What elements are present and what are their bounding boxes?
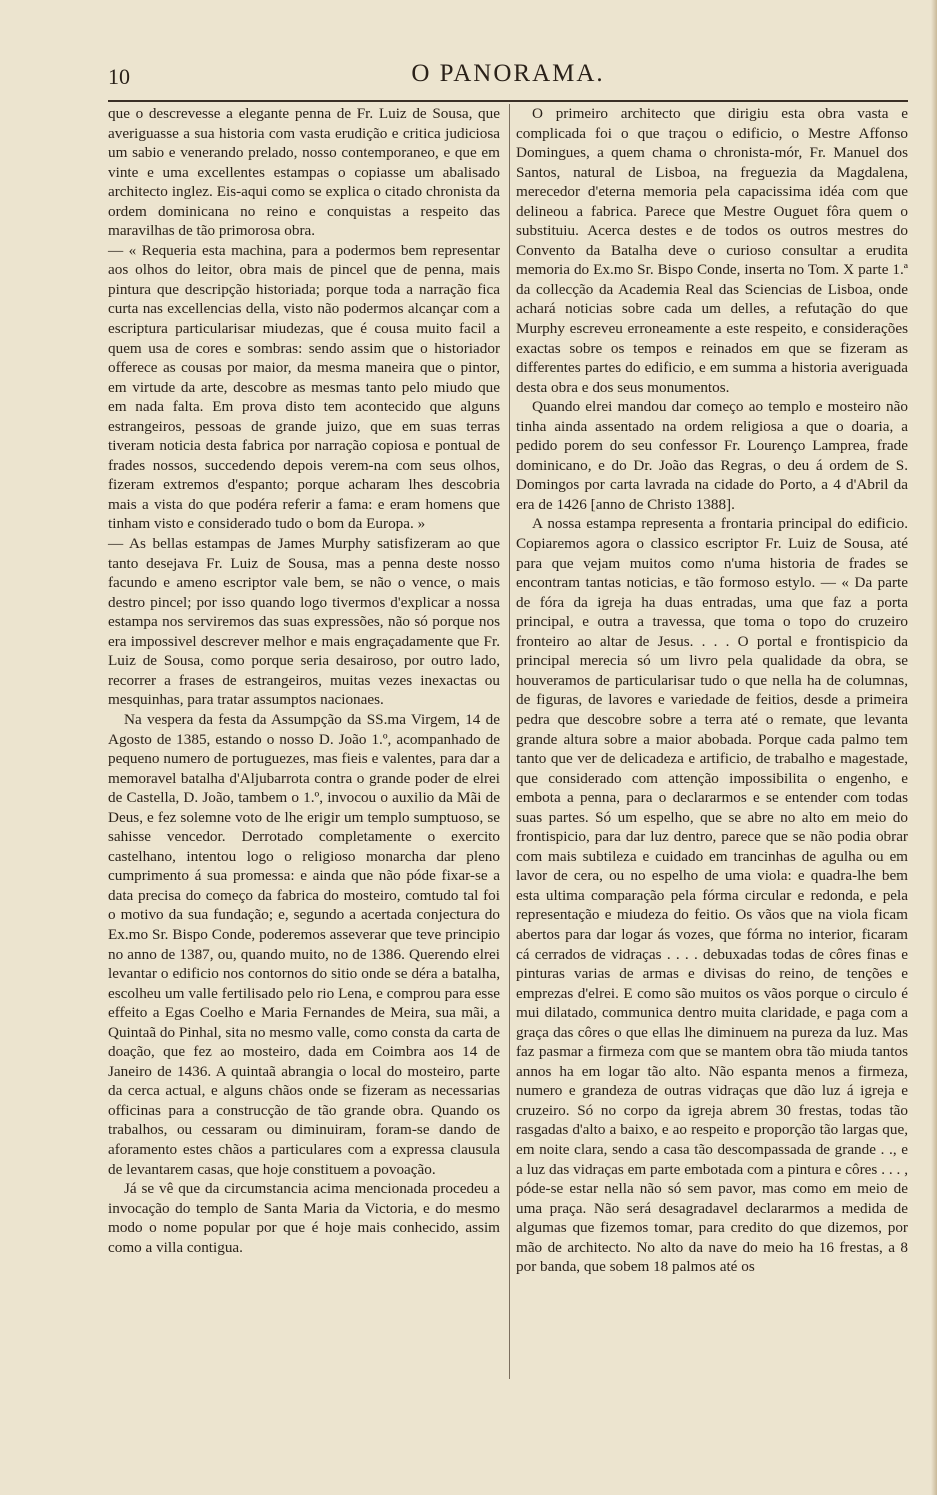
- page-header: [108, 60, 908, 100]
- paragraph: — « Requeria esta machina, para a podermos bem representar aos olhos do leitor, obra mais de pincel que de penna, mais pintura que descripção historiada; porque toda a narração fica curta nas excellencias della, visto não podermos alcançar com a escriptura particularisar miudezas, que é cousa muito facil a quem usa de cores e sombras: sendo assim que o historiador offerece as cousas por maior, da mesma maneira que o pintor, em virtude da arte, descobre as mesmas tanto pelo miudo que em nada falta. Em prova disto tem acontecido que alguns estrangeiros, pessoas de grande juizo, que em suas terras tiveram noticia desta fabrica por narração copiosa e pontual de frades nossos, succedendo depois verem-na com seus olhos, fizeram extremos d'espanto; porque acharam lhes descobria mais a vista do que podéra referir a fama: e eram homens que tinham visto e considerado tudo o bom da Europa. »: [108, 241, 500, 533]
- paragraph: — As bellas estampas de James Murphy satisfizeram ao que tanto desejava Fr. Luiz de Sousa, mas a penna deste nosso facundo e ameno escriptor vale bem, se não o vence, o mais destro pincel; por isso quando logo tivermos d'explicar a nossa estampa nos serviremos das suas expressões, não só porque nos era impossivel descrever melhor e mais engraçadamente que Fr. Luiz de Sousa, como porque seria desairoso, por outro lado, recorrer a frases de estrangeiros, muitas vezes inexactas ou mesquinhas, para tratar assumptos nacionaes.: [108, 535, 500, 709]
- column-divider: [509, 104, 510, 1379]
- paragraph: Quando elrei mandou dar começo ao templo e mosteiro não tinha ainda assentado na ordem religiosa a que o doaria, a pedido porem do seu confessor Fr. Lourenço Lamprea, frade dominicano, e do Dr. João das Regras, o deu á ordem de S. Domingos por carta lavrada na cidade do Porto, a 4 d'Abril da era de 1426 [anno de Christo 1388].: [516, 398, 908, 513]
- paragraph: Já se vê que da circumstancia acima mencionada procedeu a invocação do templo de Santa Maria da Victoria, e do mesmo modo o nome popular por que é hoje mais conhecido, assim como a villa contigua.: [108, 1180, 500, 1256]
- right-column: [516, 104, 908, 1277]
- paragraph: que o descrevesse a elegante penna de Fr. Luiz de Sousa, que averiguasse a sua historia com vasta erudição e critica judiciosa um sabio e venerando prelado, nosso contemporaneo, e que em vinte e uma excellentes estampas o copiasse um abalisado architecto inglez. Eis-aqui como se explica o citado chronista da ordem dominicana no reino e conquistas a respeito das maravilhas de tão primorosa obra.: [108, 105, 500, 240]
- header-rule: [108, 100, 908, 102]
- page-number: 10: [108, 64, 130, 89]
- left-column: [108, 104, 500, 1257]
- paragraph: Na vespera da festa da Assumpção da SS.ma Virgem, 14 de Agosto de 1385, estando o nosso D. João 1.º, acompanhado de pequeno numero de portuguezes, mas fieis e valentes, para dar a memoravel batalha d'Aljubarrota contra o grande poder de elrei de Castella, D. João, tambem o 1.º, invocou o auxilio da Mãi de Deus, e fez solemne voto de lhe erigir um templo sumptuoso, se sahisse vencedor. Derrotado completamente o exercito castelhano, intentou logo o religioso monarcha dar pleno cumprimento á sua promessa: e ainda que não póde fixar-se a data precisa do começo da fabrica do mosteiro, comtudo tal foi o motivo da sua fundação; e, segundo a acertada conjectura do Ex.mo Sr. Bispo Conde, poderemos asseverar que teve principio no anno de 1387, ou, quando muito, no de 1386. Querendo elrei levantar o edificio nos contornos do sitio onde se déra a batalha, escolheu um valle fertilisado pelo rio Lena, e comprou para esse effeito a Egas Coelho e Maria Fernandes de Meira, sua mãi, a Quintaã do Pinhal, sita no mesmo valle, como consta da carta de doação, que fez ao mosteiro, dada em Coimbra aos 14 de Janeiro de 1436. A quintaã abrangia o local do mosteiro, parte da cerca actual, e alguns chãos onde se fizeram as necessarias officinas para a construcção de tão grande obra. Quando os trabalhos, ou cessaram ou diminuiram, foram-se dando de aforamento estes chãos a particulares com a expressa clausula de levantarem casas, que hoje constituem a povoação.: [108, 710, 500, 1178]
- page-title: O PANORAMA.: [411, 60, 605, 87]
- page-edge: [931, 0, 937, 1495]
- paragraph: A nossa estampa representa a frontaria principal do edificio. Copiaremos agora o classico escriptor Fr. Luiz de Sousa, até para que vejam muitos como n'uma historia de frades se encontram tantas noticias, e tão formoso estylo. — « Da parte de fóra da igreja ha duas entradas, uma que faz a porta principal, e outra a travessa, que toma o topo do cruzeiro fronteiro ao altar de Jesus. . . . O portal e frontispicio da principal merecia só um livro pela qualidade da obra, se houveramos de particularisar tudo o que nella ha de columnas, de figuras, de lavores e variedade de feitios, desde a primeira pedra que descobre sobre a terra até o remate, que levanta grande altura sobre a maior abobada. Porque cada palmo tem tanto que ver de delicadeza e artificio, de trabalho e magestade, que considerado com attenção impossibilita o engenho, e embota a penna, para o declararmos e se entender com todas suas partes. Só um espelho, que se abre no alto em meio do frontispicio, para dar luz dentro, parece que se não podia obrar com mais subtileza e cuidado em trancinhas de agulha ou em lavor de cera, ou no espelho de uma viola: e quadra-lhe bem esta ultima comparação pela fórma circular e redonda, e pela representação e miudeza do feitio. Os vãos que na viola ficam abertos para dar logar ás vozes, que fórma no interior, ficaram cá cerrados de vidraças . . . . debuxadas todas de côres finas e pinturas varias de armas e divisas do reino, de tenções e emprezas d'elrei. E como são muitos os vãos porque o circulo é mui dilatado, communica dentro muita claridade, e paga com a graça das côres o que ellas lhe diminuem na pureza da luz. Mas faz pasmar a firmeza com que se mantem obra tão miuda tantos annos ha em logar tão alto. Não espanta menos a firmeza, numero e grandeza de outras vidraças que dão luz á igreja e cruzeiro. Só no corpo da igreja abrem 30 frestas, todas tão rasgadas d'alto a baixo, e ao respeito e proporção tão largas que, em noite clara, sendo a casa tão descompassada de grande . ., e a luz das vidraças em parte embotada com a pintura e côres . . . , póde-se estar nella não só sem pavor, mas como em meio de uma praça. Não será desagradavel declararmos a medida de algumas que fizemos tomar, para credito do que dizemos, por mão de architecto. No alto da nave do meio ha 16 frestas, a 8 por banda, que sobem 18 palmos até os: [516, 515, 908, 1276]
- paragraph: O primeiro architecto que dirigiu esta obra vasta e complicada foi o que traçou o edificio, o Mestre Affonso Domingues, a quem chama o chronista-mór, Fr. Manuel dos Santos, natural de Lisboa, na freguezia da Magdalena, merecedor d'eterna memoria pela capacissima idéa com que delineou a fabrica. Parece que Mestre Ouguet fôra quem o substituiu. Acerca destes e de todos os outros mestres do Convento da Batalha deve o curioso consultar a erudita memoria do Ex.mo Sr. Bispo Conde, inserta no Tom. X parte 1.ª da collecção da Academia Real das Sciencias de Lisboa, onde achará noticias sobre cada um delles, a refutação do que Murphy escreveu erroneamente a este respeito, e considerações exactas sobre os tempos e reinados em que se fizeram as differentes partes do edificio, e em summa a historia averiguada desta obra e dos seus monumentos.: [516, 105, 908, 396]
